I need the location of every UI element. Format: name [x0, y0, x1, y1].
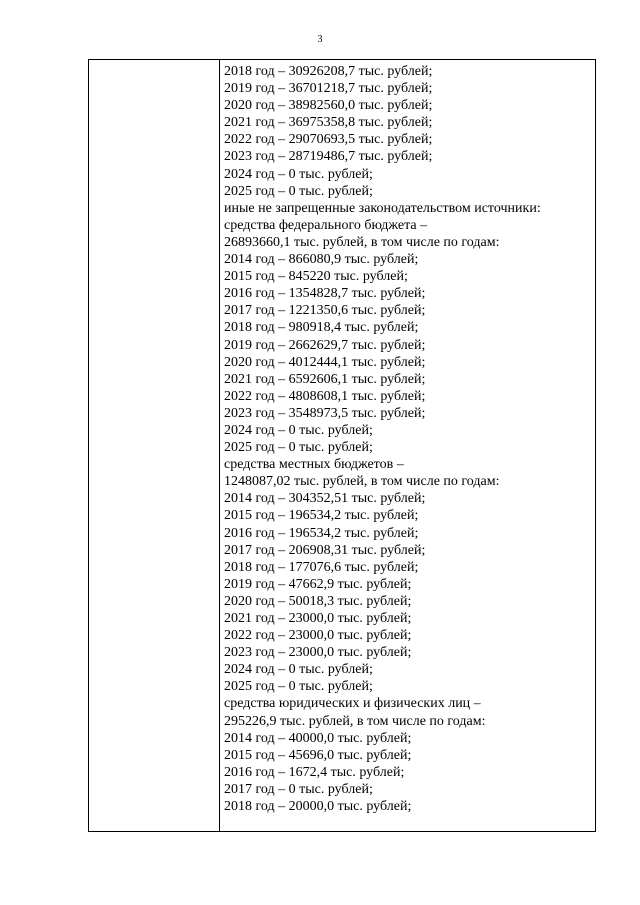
- text-line: 2020 год – 50018,3 тыс. рублей;: [224, 593, 412, 609]
- text-line: 2018 год – 30926208,7 тыс. рублей;: [224, 64, 433, 79]
- text-line: 2016 год – 1672,4 тыс. рублей;: [224, 764, 405, 780]
- text-line: 2024 год – 0 тыс. рублей;: [224, 422, 373, 438]
- text-line: 2021 год – 36975358,8 тыс. рублей;: [224, 115, 433, 131]
- text-line: 295226,9 тыс. рублей, в том числе по годам:: [224, 713, 486, 729]
- text-line: 2017 год – 1221350,6 тыс. рублей;: [224, 303, 426, 319]
- text-line: 2016 год – 196534,2 тыс. рублей;: [224, 525, 419, 541]
- text-line: 2014 год – 304352,51 тыс. рублей;: [224, 491, 426, 507]
- text-line: 2018 год – 20000,0 тыс. рублей;: [224, 799, 412, 815]
- text-line: 2025 год – 0 тыс. рублей;: [224, 183, 373, 199]
- text-line: 2024 год – 0 тыс. рублей;: [224, 662, 373, 678]
- text-line: 2019 год – 2662629,7 тыс. рублей;: [224, 337, 426, 353]
- text-line: средства юридических и физических лиц –: [224, 696, 481, 712]
- text-line: 2024 год – 0 тыс. рублей;: [224, 166, 373, 182]
- text-line: 2021 год – 23000,0 тыс. рублей;: [224, 611, 412, 626]
- text-line: 2022 год – 4808608,1 тыс. рублей;: [224, 388, 426, 404]
- page-number: 3: [317, 34, 323, 45]
- text-line: 2015 год – 196534,2 тыс. рублей;: [224, 508, 419, 524]
- table-label-cell: [89, 60, 220, 831]
- text-line: 2017 год – 206908,31 тыс. рублей;: [224, 542, 426, 558]
- funding-table: [88, 59, 596, 832]
- text-line: 26893660,1 тыс. рублей, в том числе по годам:: [224, 234, 500, 250]
- text-line: 2021 год – 6592606,1 тыс. рублей;: [224, 371, 426, 387]
- text-line: 2019 год – 36701218,7 тыс. рублей;: [224, 81, 433, 97]
- text-line: 2015 год – 45696,0 тыс. рублей;: [224, 747, 412, 763]
- text-line: 2020 год – 38982560,0 тыс. рублей;: [224, 98, 433, 114]
- text-line: 2014 год – 40000,0 тыс. рублей;: [224, 730, 412, 746]
- text-line: 2018 год – 980918,4 тыс. рублей;: [224, 320, 419, 336]
- text-line: 2015 год – 845220 тыс. рублей;: [224, 269, 408, 285]
- text-line: средства местных бюджетов –: [224, 457, 404, 473]
- text-line: 2025 год – 0 тыс. рублей;: [224, 679, 373, 695]
- text-line: 2022 год – 29070693,5 тыс. рублей;: [224, 132, 433, 148]
- text-line: иные не запрещенные законодательством источники:: [224, 200, 541, 216]
- text-line: средства федерального бюджета –: [224, 217, 428, 233]
- text-line: 2023 год – 23000,0 тыс. рублей;: [224, 645, 412, 661]
- text-line: 1248087,02 тыс. рублей, в том числе по годам:: [224, 474, 500, 490]
- text-line: 2014 год – 866080,9 тыс. рублей;: [224, 252, 419, 268]
- text-line: 2020 год – 4012444,1 тыс. рублей;: [224, 354, 426, 370]
- text-line: 2023 год – 28719486,7 тыс. рублей;: [224, 149, 433, 165]
- text-line: 2023 год – 3548973,5 тыс. рублей;: [224, 405, 426, 421]
- text-line: 2018 год – 177076,6 тыс. рублей;: [224, 559, 419, 575]
- text-line: 2017 год – 0 тыс. рублей;: [224, 781, 373, 797]
- text-line: 2022 год – 23000,0 тыс. рублей;: [224, 628, 412, 644]
- table-content-cell: [220, 60, 595, 831]
- text-line: 2019 год – 47662,9 тыс. рублей;: [224, 576, 412, 592]
- text-line: 2016 год – 1354828,7 тыс. рублей;: [224, 286, 426, 302]
- text-line: 2025 год – 0 тыс. рублей;: [224, 440, 373, 456]
